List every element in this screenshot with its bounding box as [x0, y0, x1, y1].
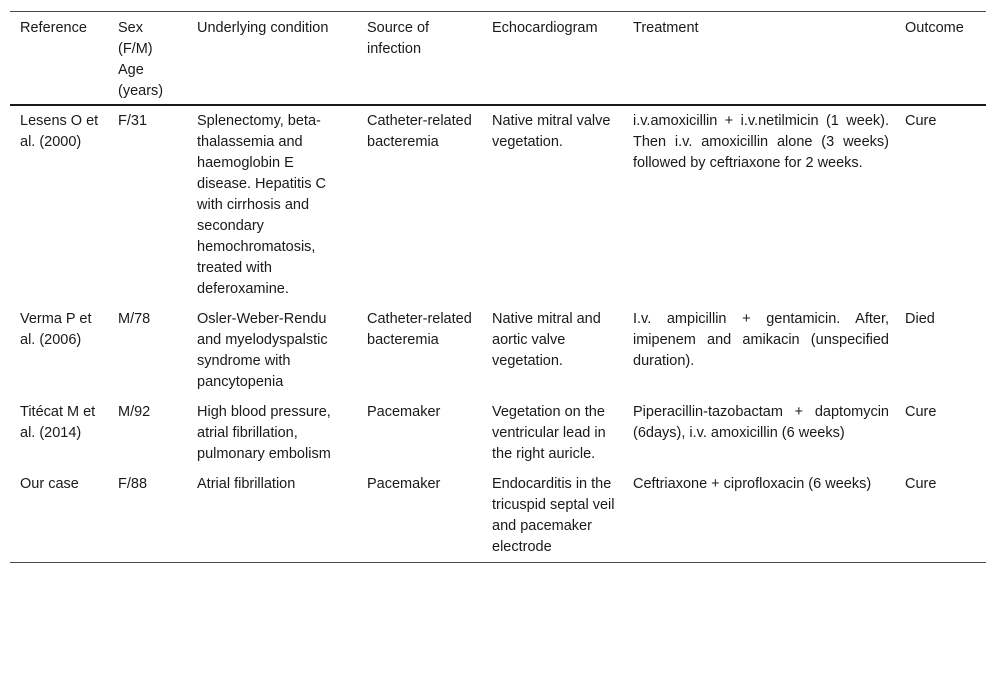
- cell-treatment: i.v.amoxicillin + i.v.netilmicin (1 week). Then i.v. amoxicillin alone (3 weeks) followed by ceftriaxone for 2 weeks.: [633, 113, 889, 171]
- cell-outcome: Cure: [905, 404, 937, 420]
- cell-echocardiogram: Native mitral and aortic valve vegetation.: [492, 311, 601, 369]
- table-row: [10, 105, 986, 304]
- table-row: [10, 304, 986, 397]
- cell-sex-age: F/31: [118, 113, 148, 129]
- table-row: [10, 469, 986, 563]
- cell-underlying-condition: Splenectomy, beta-thalassemia and haemoglobin E disease. Hepatitis C with cirrhosis and secondary hemochromatosis, treated with deferoxamine.: [197, 113, 326, 297]
- table-row: [10, 397, 986, 469]
- cell-underlying-condition: Atrial fibrillation: [197, 476, 296, 492]
- cell-outcome: Died: [905, 311, 935, 327]
- table-header: [10, 12, 986, 106]
- cell-echocardiogram: Native mitral valve vegetation.: [492, 113, 611, 150]
- header-reference: Reference: [20, 20, 87, 36]
- cell-underlying-condition: High blood pressure, atrial fibrillation, pulmonary embolism: [197, 404, 331, 462]
- header-echocardiogram: Echocardiogram: [492, 20, 598, 36]
- cell-sex-age: F/88: [118, 476, 148, 492]
- cell-sex-age: M/92: [118, 404, 151, 420]
- header-row: [10, 12, 986, 106]
- header-underlying-condition: Underlying condition: [197, 20, 329, 36]
- cell-echocardiogram: Endocarditis in the tricuspid septal veil and pacemaker electrode: [492, 476, 615, 555]
- cell-echocardiogram: Vegetation on the ventricular lead in the right auricle.: [492, 404, 606, 462]
- cell-source-of-infection: Pacemaker: [367, 476, 441, 492]
- cell-reference: Our case: [20, 476, 79, 492]
- cell-treatment: Piperacillin-tazobactam + daptomycin (6days), i.v. amoxicillin (6 weeks): [633, 404, 889, 441]
- header-outcome: Outcome: [905, 20, 964, 36]
- case-comparison-table: [10, 11, 986, 563]
- cell-treatment: Ceftriaxone + ciprofloxacin (6 weeks): [633, 476, 872, 492]
- cell-underlying-condition: Osler-Weber-Rendu and myelodyspalstic syndrome with pancytopenia: [197, 311, 328, 390]
- cell-reference: Titécat M et al. (2014): [20, 404, 96, 441]
- cell-source-of-infection: Catheter-related bacteremia: [367, 113, 472, 150]
- header-sex-age: Sex (F/M) Age (years): [118, 20, 164, 99]
- cell-source-of-infection: Pacemaker: [367, 404, 441, 420]
- case-table-container: [10, 11, 986, 563]
- cell-sex-age: M/78: [118, 311, 151, 327]
- header-treatment: Treatment: [633, 20, 699, 36]
- cell-reference: Verma P et al. (2006): [20, 311, 92, 348]
- table-body: [10, 105, 986, 563]
- cell-outcome: Cure: [905, 476, 937, 492]
- cell-outcome: Cure: [905, 113, 937, 129]
- header-source-of-infection: Source of infection: [367, 20, 430, 57]
- cell-reference: Lesens O et al. (2000): [20, 113, 99, 150]
- cell-treatment: I.v. ampicillin + gentamicin. After, imipenem and amikacin (unspecified duration).: [633, 311, 889, 369]
- cell-source-of-infection: Catheter-related bacteremia: [367, 311, 472, 348]
